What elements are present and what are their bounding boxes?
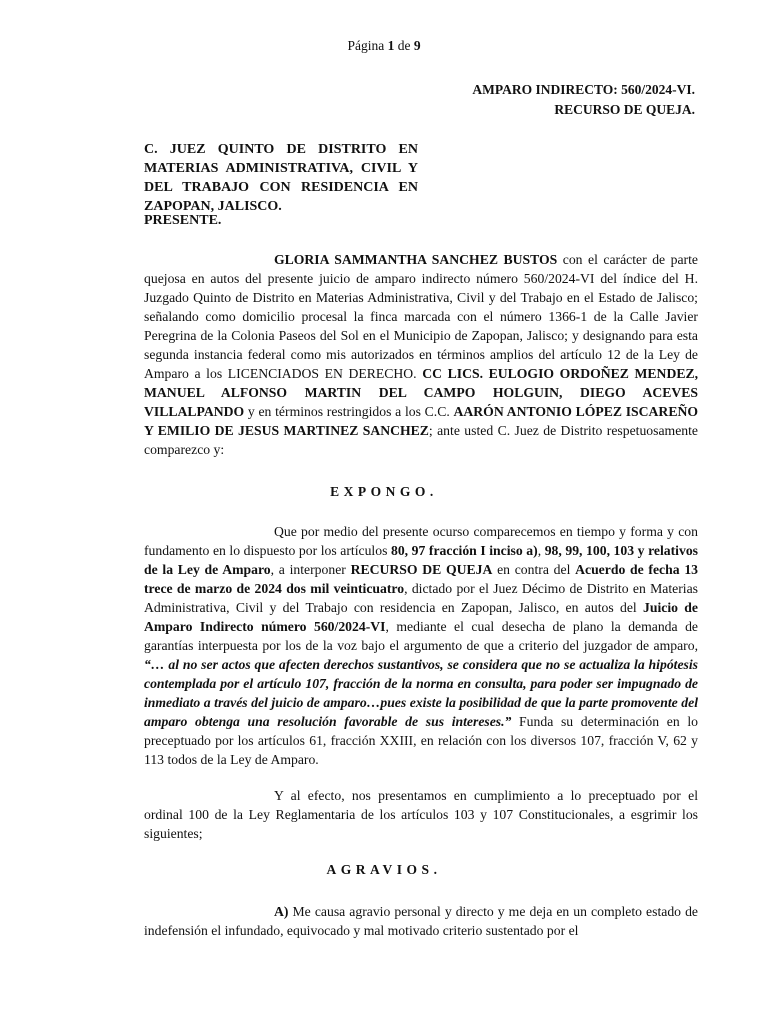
- section-title-expongo: EXPONGO.: [330, 484, 438, 499]
- total-pages: 9: [413, 38, 421, 53]
- quoted-ruling: “… al no ser actos que afecten derechos sustantivos, se considera que no se actualiza la hipótesis contemplada por el artículo 107, fracción de la norma en consulta, para poder ser impugnado de inmediato a través del juicio de amparo…pues existe la posibilidad de que la parte promovente del amparo obtenga una resolución favorable de sus intereses.”: [144, 657, 698, 729]
- addressee: C. JUEZ QUINTO DE DISTRITO EN MATERIAS ADMINISTRATIVA, CIVIL Y DEL TRABAJO CON RESIDENCIA EN ZAPOPAN, JALISCO.: [144, 142, 418, 214]
- section-title-agravios: AGRAVIOS.: [326, 862, 442, 877]
- expongo-paragraph: Que por medio del presente ocurso comparecemos en tiempo y forma y con fundamento en lo dispuesto por los artículos 80, 97 fracción I inciso a), 98, 99, 100, 103 y relativos de la Ley de Amparo, a interponer RECURSO DE QUEJA en contra del Acuerdo de fecha 13 trece de marzo de 2024 dos mil veinticuatro, dictado por el Juez Décimo de Distrito en Materias Administrativa, Civil y del Trabajo con residencia en Zapopan, Jalisco, en autos del Juicio de Amparo Indirecto número 560/2024-VI, mediante el cual desecha de plano la demanda de garantías interpuesta por los de la voz bajo el argumento de que a criterio del juzgador de amparo, “… al no ser actos que afecten derechos sustantivos, se considera que no se actualiza la hipótesis contemplada por el artículo 107, fracción de la norma en consulta, para poder ser impugnado de inmediato a través del juicio de amparo…pues existe la posibilidad de que la parte promovente del amparo obtenga una resolución favorable de sus intereses.” Funda su determinación en lo preceptuado por los artículos 61, fracción XXIII, en relación con los diversos 107, fracción V, 62 y 113 todos de la Ley de Amparo.: [144, 524, 699, 767]
- presente: PRESENTE.: [144, 213, 222, 228]
- agravio-a-paragraph: A) Me causa agravio personal y directo y me deja en un completo estado de indefensión el infundado, equivocado y mal motivado criterio sustentado por el: [144, 904, 698, 938]
- plaintiff-name: GLORIA SAMMANTHA SANCHEZ BUSTOS: [274, 252, 558, 267]
- appeal-type: RECURSO DE QUEJA.: [554, 102, 695, 117]
- current-page: 1: [387, 38, 395, 53]
- case-number: AMPARO INDIRECTO: 560/2024-VI.: [472, 82, 695, 97]
- intro-paragraph: GLORIA SAMMANTHA SANCHEZ BUSTOS con el carácter de parte quejosa en autos del presente juicio de amparo indirecto número 560/2024-VI del índice del H. Juzgado Quinto de Distrito en Materias Administrativa, Civil y del Trabajo en el Estado de Jalisco; señalando como domicilio procesal la finca marcada con el número 1366-1 de la Calle Javier Peregrina de la Colonia Paseos del Sol en el Municipio de Zapopan, Jalisco; y designando para esta segunda instancia federal como mis autorizados en términos amplios del artículo 12 de la Ley de Amparo a los LICENCIADOS EN DERECHO. CC LICS. EULOGIO ORDOÑEZ MENDEZ, MANUEL ALFONSO MARTIN DEL CAMPO HOLGUIN, DIEGO ACEVES VILLALPANDO y en términos restringidos a los C.C. AARÓN ANTONIO LÓPEZ ISCAREÑO Y EMILIO DE JESUS MARTINEZ SANCHEZ; ante usted C. Juez de Distrito respetuosamente comparezco y:: [144, 252, 699, 457]
- case-header: [472, 80, 695, 120]
- page-number: Página 1 de 9: [347, 38, 421, 53]
- efecto-paragraph: Y al efecto, nos presentamos en cumplimiento a lo preceptuado por el ordinal 100 de la Ley Reglamentaria de los artículos 103 y 107 Constitucionales, a esgrimir los siguientes;: [144, 788, 698, 841]
- agravio-label: A): [274, 904, 289, 919]
